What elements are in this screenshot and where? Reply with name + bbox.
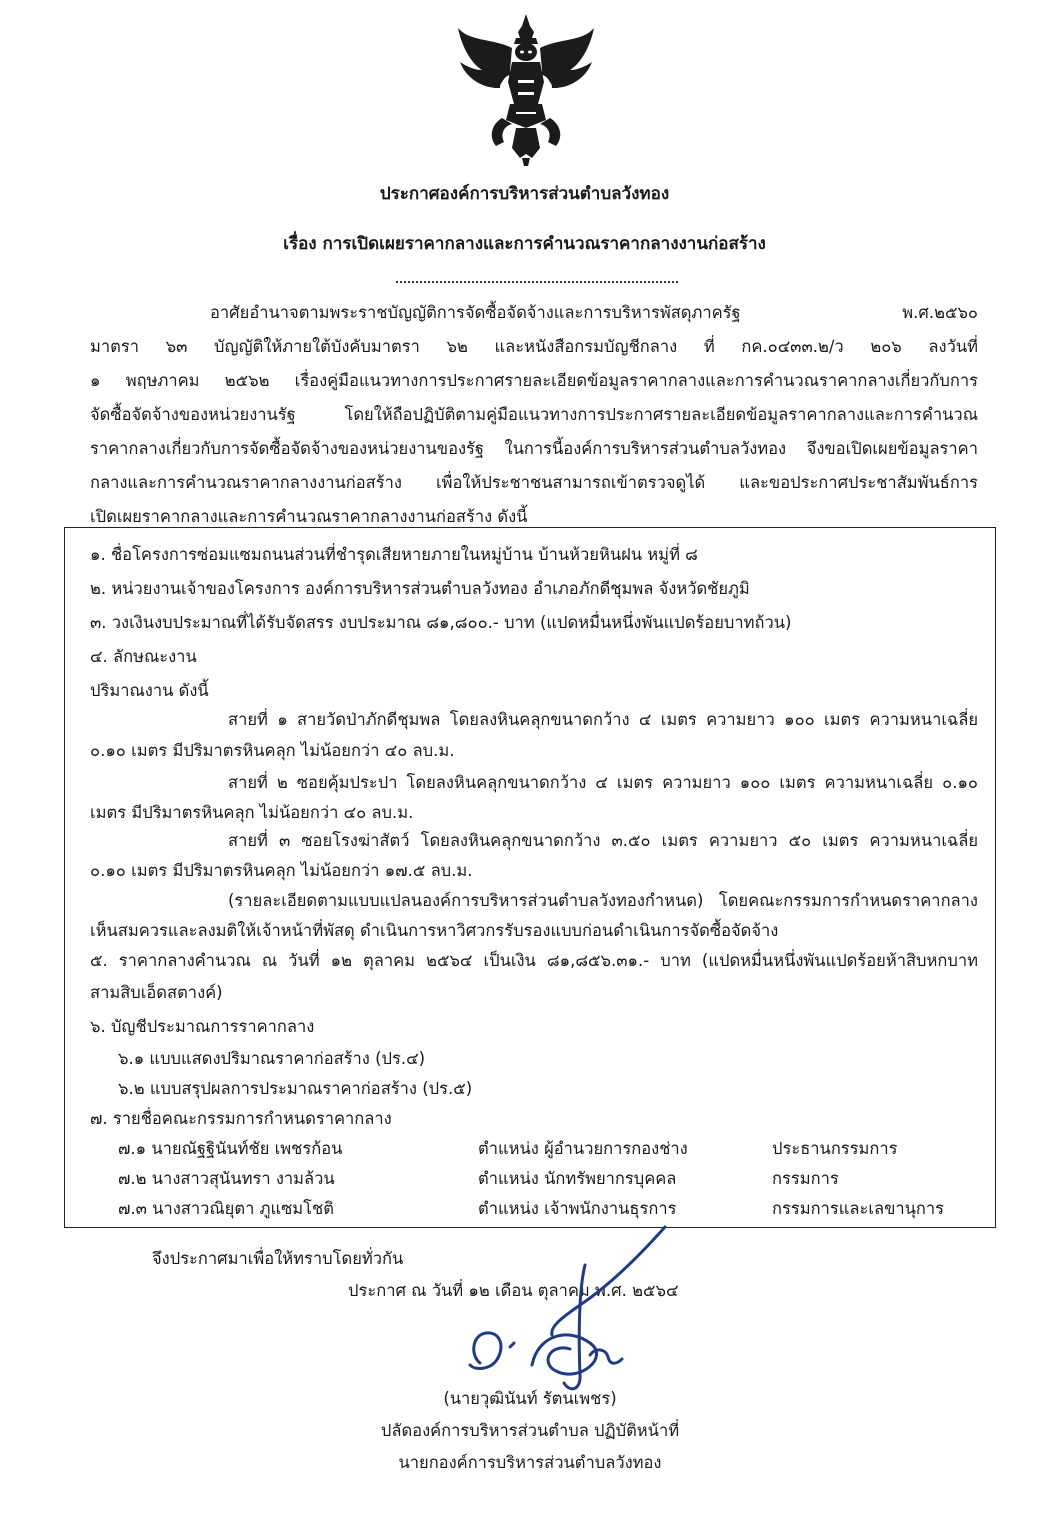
signer-title-2: นายกองค์การบริหารส่วนตำบลวังทอง [398,1453,662,1472]
signer-name: (นายวุฒินันท์ รัตนเพชร) [443,1389,617,1408]
announce-date: ประกาศ ณ วันที่ ๑๒ เดือน ตุลาคม พ.ศ. ๒๕๖๔ [348,1281,679,1300]
route-3-line-1: สายที่ ๓ ซอยโรงฆ่าสัตว์ โดยลงหินคลุกขนาดกว้าง ๓.๕๐ เมตร ความยาว ๕๐ เมตร ความหนาเฉลี่ย [228,831,978,850]
committee-member-role: ประธานกรรมการ [772,1139,898,1158]
signer-title-1: ปลัดองค์การบริหารส่วนตำบล ปฏิบัติหน้าที่ [380,1421,680,1440]
committee-member-position: ตำแหน่ง ผู้อำนวยการกองช่าง [478,1139,688,1158]
signature-icon [440,1215,690,1405]
project-budget: ๓. วงเงินงบประมาณที่ได้รับจัดสรร งบประมาณ ๘๑,๘๐๐.- บาท (แปดหมื่นหนึ่งพันแปดร้อยบาทถ้วน) [90,613,792,632]
intro-line: เปิดเผยราคากลางและการคำนวณราคากลางงานก่อสร้าง ดังนี้ [90,507,528,526]
project-name: ๑. ชื่อโครงการซ่อมแซมถนนส่วนที่ชำรุดเสียหายภายในหมู่บ้าน บ้านห้วยหินฝน หมู่ที่ ๘ [90,545,698,564]
estimate-item-2: ๖.๒ แบบสรุปผลการประมาณราคาก่อสร้าง (ปร.๕) [118,1079,473,1098]
intro-line: มาตรา ๖๓ บัญญัติให้ภายใต้บังคับมาตรา ๖๒ และหนังสือกรมบัญชีกลาง ที่ กค.๐๔๓๓.๒/ว ๒๐๖ ลงวันที่ [90,337,978,356]
committee-member-role: กรรมการ [772,1169,839,1188]
committee-member-name: ๗.๓ นางสาวณิยุตา ภูแซมโชติ [118,1199,334,1218]
estimate-heading: ๖. บัญชีประมาณการราคากลาง [90,1017,315,1036]
route-2-line-2: เมตร มีปริมาตรหินคลุก ไม่น้อยกว่า ๔๐ ลบ.ม. [90,803,414,822]
route-1-line-2: ๐.๑๐ เมตร มีปริมาตรหินคลุก ไม่น้อยกว่า ๔๐ ลบ.ม. [90,741,455,760]
detail-line-1: (รายละเอียดตามแบบแปลนองค์การบริหารส่วนตำบลวังทองกำหนด) โดยคณะกรรมการกำหนดราคากลาง [228,891,978,910]
committee-member-role: กรรมการและเลขานุการ [772,1199,945,1218]
median-price-line-1: ๕. ราคากลางคำนวณ ณ วันที่ ๑๒ ตุลาคม ๒๕๖๔ เป็นเงิน ๘๑,๘๕๖.๓๑.- บาท (แปดหมื่นหนึ่งพันแปดร้อยห้าสิบหกบาท [90,951,978,970]
intro-line: จัดซื้อจัดจ้างของหน่วยงานรัฐ โดยให้ถือปฏิบัติตามคู่มือแนวทางการประกาศรายละเอียดข้อมูลราคากลางและการคำนวณ [90,405,978,424]
estimate-item-1: ๖.๑ แบบแสดงปริมาณราคาก่อสร้าง (ปร.๔) [118,1049,426,1068]
work-type-heading: ๔. ลักษณะงาน [90,647,197,666]
committee-heading: ๗. รายชื่อคณะกรรมการกำหนดราคากลาง [90,1109,392,1128]
garuda-emblem-icon [452,8,600,168]
project-owner: ๒. หน่วยงานเจ้าของโครงการ องค์การบริหารส่วนตำบลวังทอง อำเภอภักดีชุมพล จังหวัดชัยภูมิ [90,579,750,598]
page-title: ประกาศองค์การบริหารส่วนตำบลวังทอง [379,184,670,204]
intro-line: ราคากลางเกี่ยวกับการจัดซื้อจัดจ้างของหน่วยงานของรัฐ ในการนี้องค์การบริหารส่วนตำบลวังทอง จึงขอเปิดเผยข้อมูลราคา [90,439,978,458]
committee-member-position: ตำแหน่ง นักทรัพยากรบุคคล [478,1169,677,1188]
median-price-line-2: สามสิบเอ็ดสตางค์) [90,983,223,1002]
intro-line: กลางและการคำนวณราคากลางงานก่อสร้าง เพื่อให้ประชาชนสามารถเข้าตรวจดูได้ และขอประกาศประชาสัมพันธ์การ [90,473,978,492]
intro-line: อาศัยอำนาจตามพระราชบัญญัติการจัดซื้อจัดจ้างและการบริหารพัสดุภาครัฐ พ.ศ.๒๕๖๐ [210,303,978,322]
announce-text: จึงประกาศมาเพื่อให้ทราบโดยทั่วกัน [152,1249,404,1268]
subject-heading: เรื่อง การเปิดเผยราคากลางและการคำนวณราคากลางงานก่อสร้าง [283,234,766,254]
committee-member-name: ๗.๑ นายณัฐฐินันท์ชัย เพชรก้อน [118,1139,343,1158]
route-1-line-1: สายที่ ๑ สายวัดป่าภักดีชุมพล โดยลงหินคลุกขนาดกว้าง ๔ เมตร ความยาว ๑๐๐ เมตร ความหนาเฉลี่ย [228,710,978,729]
dotted-separator [396,281,678,283]
detail-line-2: เห็นสมควรและลงมติให้เจ้าหน้าที่พัสดุ ดำเนินการหาวิศวกรรับรองแบบก่อนดำเนินการจัดซื้อจัดจ้าง [90,921,779,940]
committee-member-position: ตำแหน่ง เจ้าพนักงานธุรการ [478,1199,677,1218]
quantity-heading: ปริมาณงาน ดังนี้ [90,681,209,700]
committee-member-name: ๗.๒ นางสาวสุนันทรา งามล้วน [118,1169,335,1188]
route-2-line-1: สายที่ ๒ ซอยคุ้มประปา โดยลงหินคลุกขนาดกว้าง ๔ เมตร ความยาว ๑๐๐ เมตร ความหนาเฉลี่ย ๐.๑๐ [228,773,978,792]
route-3-line-2: ๐.๑๐ เมตร มีปริมาตรหินคลุก ไม่น้อยกว่า ๑๗.๕ ลบ.ม. [90,861,473,880]
intro-line: ๑ พฤษภาคม ๒๕๖๒ เรื่องคู่มือแนวทางการประกาศรายละเอียดข้อมูลราคากลางและการคำนวณราคากลางเกี่ยวกับการ [90,371,978,390]
